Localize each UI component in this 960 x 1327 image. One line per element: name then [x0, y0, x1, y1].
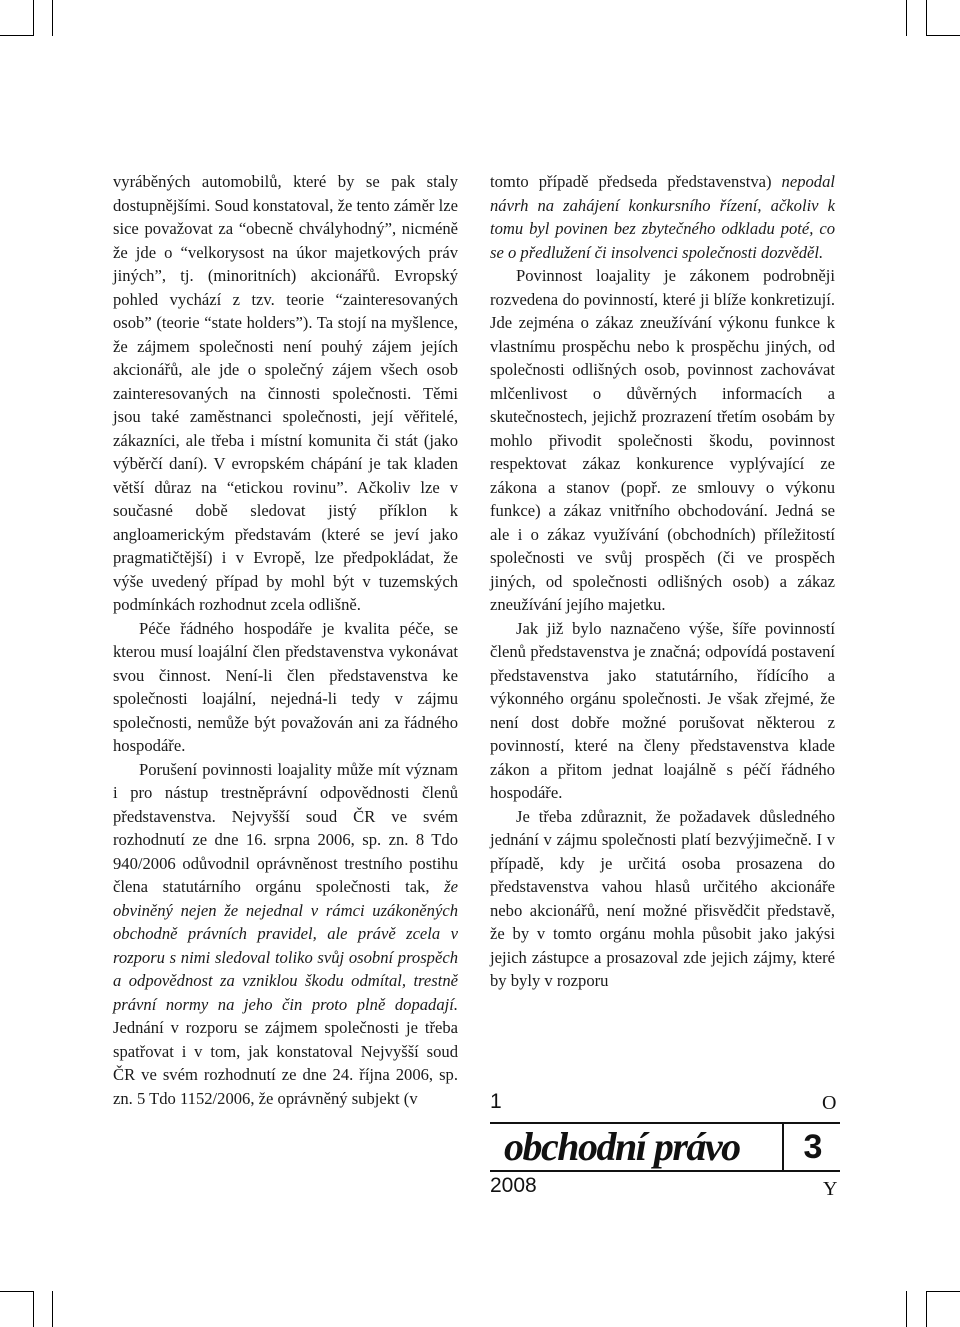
paragraph: Péče řádného hospodáře je kvalita péče, se kterou musí loajální člen představenstva vykonávat svou činnost. Není-li člen představenstva ke společnosti loajální, nejedná-li tedy v zájmu společnosti, nemůže být považován ani za řádného hospodáře.: [113, 618, 458, 755]
paragraph-text: Porušení povinnosti loajality může mít význam i pro nástup trestněprávní odpovědnosti členů představenstva. Nejvyšší soud ČR ve svém rozhodnutí ze dne 16. srpna 2006, sp. zn. 8 Tdo 940/2006 odůvodnil oprávněnost trestního postihu člena statutárního orgánu společnosti tak,: [113, 759, 458, 896]
paragraph: [490, 170, 835, 264]
footer-number: 1: [490, 1090, 502, 1113]
left-column: [113, 170, 458, 1110]
journal-footer: [490, 1090, 840, 1205]
quoted-ruling: že obviněný nejen že nejednal v rámci uzákoněných obchodně právních pravidel, ale právě zcela v rozporu s nimi sledoval toliko svůj osobní prospěch a odpovědnost za vzniklou škodu odmítal, trestně právní normy na jeho čin proto plně dopadají.: [113, 877, 458, 1014]
masthead-box: [490, 1124, 775, 1170]
crop-mark: [0, 1291, 34, 1292]
paragraph-text: Jednání v rozporu se zájmem společnosti je třeba spatřovat i v tom, jak konstatoval Nejvyšší soud ČR ve svém rozhodnutí ze dne 24. října 2006, sp. zn. 5 Tdo 1152/2006, že oprávněný subjekt (v: [113, 1018, 458, 1108]
right-column: [490, 170, 835, 993]
crop-mark: [33, 1291, 34, 1327]
crop-mark: [926, 1291, 927, 1327]
crop-mark: [33, 0, 34, 36]
footer-year: 2008: [490, 1174, 537, 1197]
crop-mark: [926, 0, 927, 36]
crop-mark: [906, 1291, 907, 1327]
issue-box: [782, 1124, 842, 1170]
crop-mark: [926, 1291, 960, 1292]
paragraph: vyráběných automobilů, které by se pak staly dostupnějšími. Soud konstatoval, že tento záměr lze sice považovat za “obecně chvályhodný”, nicméně že jde o “velkorysost na úkor majetkových práv jiných”, tj. (minoritních) akcionářů. Evropský pohled vychází z tzv. teorie “zainteresovaných osob” (teorie “state holders”). Ta stojí na myšlence, že zájmem společnosti není pouhý zájem jejích akcionářů, ale jde o společný zájem všech osob zainteresovaných na činnosti společnosti. Těmi jsou také zaměstnanci společnosti, její věřitelé, zákazníci, ale třeba i místní komunita či stát (jako výběrčí daní). V evropském chápání je tak kladen větší důraz na “etickou rovinu”. Ačkoliv lze v současné době sledovat jistý příklon k angloamerickým představám (které se jeví jako pragmatičtější) i v Evropě, lze předpokládat, že výše uvedený případ by mohl být v tuzemských podmínkách rozhodnut zcela odlišně.: [113, 172, 458, 614]
footer-letter-top: O: [822, 1092, 837, 1114]
footer-rule-bottom: [490, 1170, 840, 1172]
footer-letter-bottom: Y: [823, 1178, 838, 1200]
crop-mark: [0, 35, 34, 36]
crop-mark: [906, 0, 907, 36]
paragraph: Povinnost loajality je zákonem podrobněji rozvedena do povinností, které ji blíže konkretizují. Jde zejména o zákaz zneužívání výkonu funkce k vlastnímu prospěchu nebo k prospěchu jiných, od společnosti odlišných osob, povinnost zachovávat mlčenlivost o důvěrných informacích a skutečnostech, jejichž prozrazení třetím osobám by mohlo přivodit společnosti škodu, povinnost respektovat zákaz konkurence vyplývající ze zákona a stanov (popř. ze smlouvy o výkonu funkce) a zákaz vnitřního obchodování. Jedná se ale i o zákaz využívání (obchodních) příležitostí společnosti ve svůj prospěch (či ve prospěch jiných, od společnosti odlišných osob) a zákaz zneužívání jejího majetku.: [490, 266, 835, 614]
crop-mark: [52, 1291, 53, 1327]
paragraph-text: tomto případě předseda představenstva): [490, 172, 772, 191]
paragraph: Je třeba zdůraznit, že požadavek důsledného jednání v zájmu společnosti platí bezvýjimečně. I v případě, kdy je určitá osoba prosazena do představenstva vahou hlasů určitého akcionáře nebo akcionářů, není možné přisvědčit představě, že by v tomto orgánu mohla působit jako jakýsi jejich zástupce a prosazoval zde jejich zájmy, které by byly v rozporu: [490, 806, 835, 990]
journal-masthead: obchodní právo: [504, 1124, 740, 1169]
issue-number: 3: [803, 1127, 823, 1166]
quoted-ruling: nepodal návrh na zahájení konkursního řízení, ačkoliv k tomu byl povinen bez zbytečného odkladu poté, co se o předlužení či insolvenci společnosti dozvěděl.: [490, 172, 835, 262]
crop-mark: [52, 0, 53, 36]
paragraph: [113, 758, 458, 1111]
paragraph: Jak již bylo naznačeno výše, šíře povinností členů představenstva je značná; odpovídá postavení představenstva jako statutárního, řídícího a výkonného orgánu společnosti. Je však zřejmé, že není dost dobře možné porušovat některou z povinností, které na členy představenstva klade zákon a přitom jednat loajálně s péčí řádného hospodáře.: [490, 618, 835, 802]
crop-mark: [926, 35, 960, 36]
